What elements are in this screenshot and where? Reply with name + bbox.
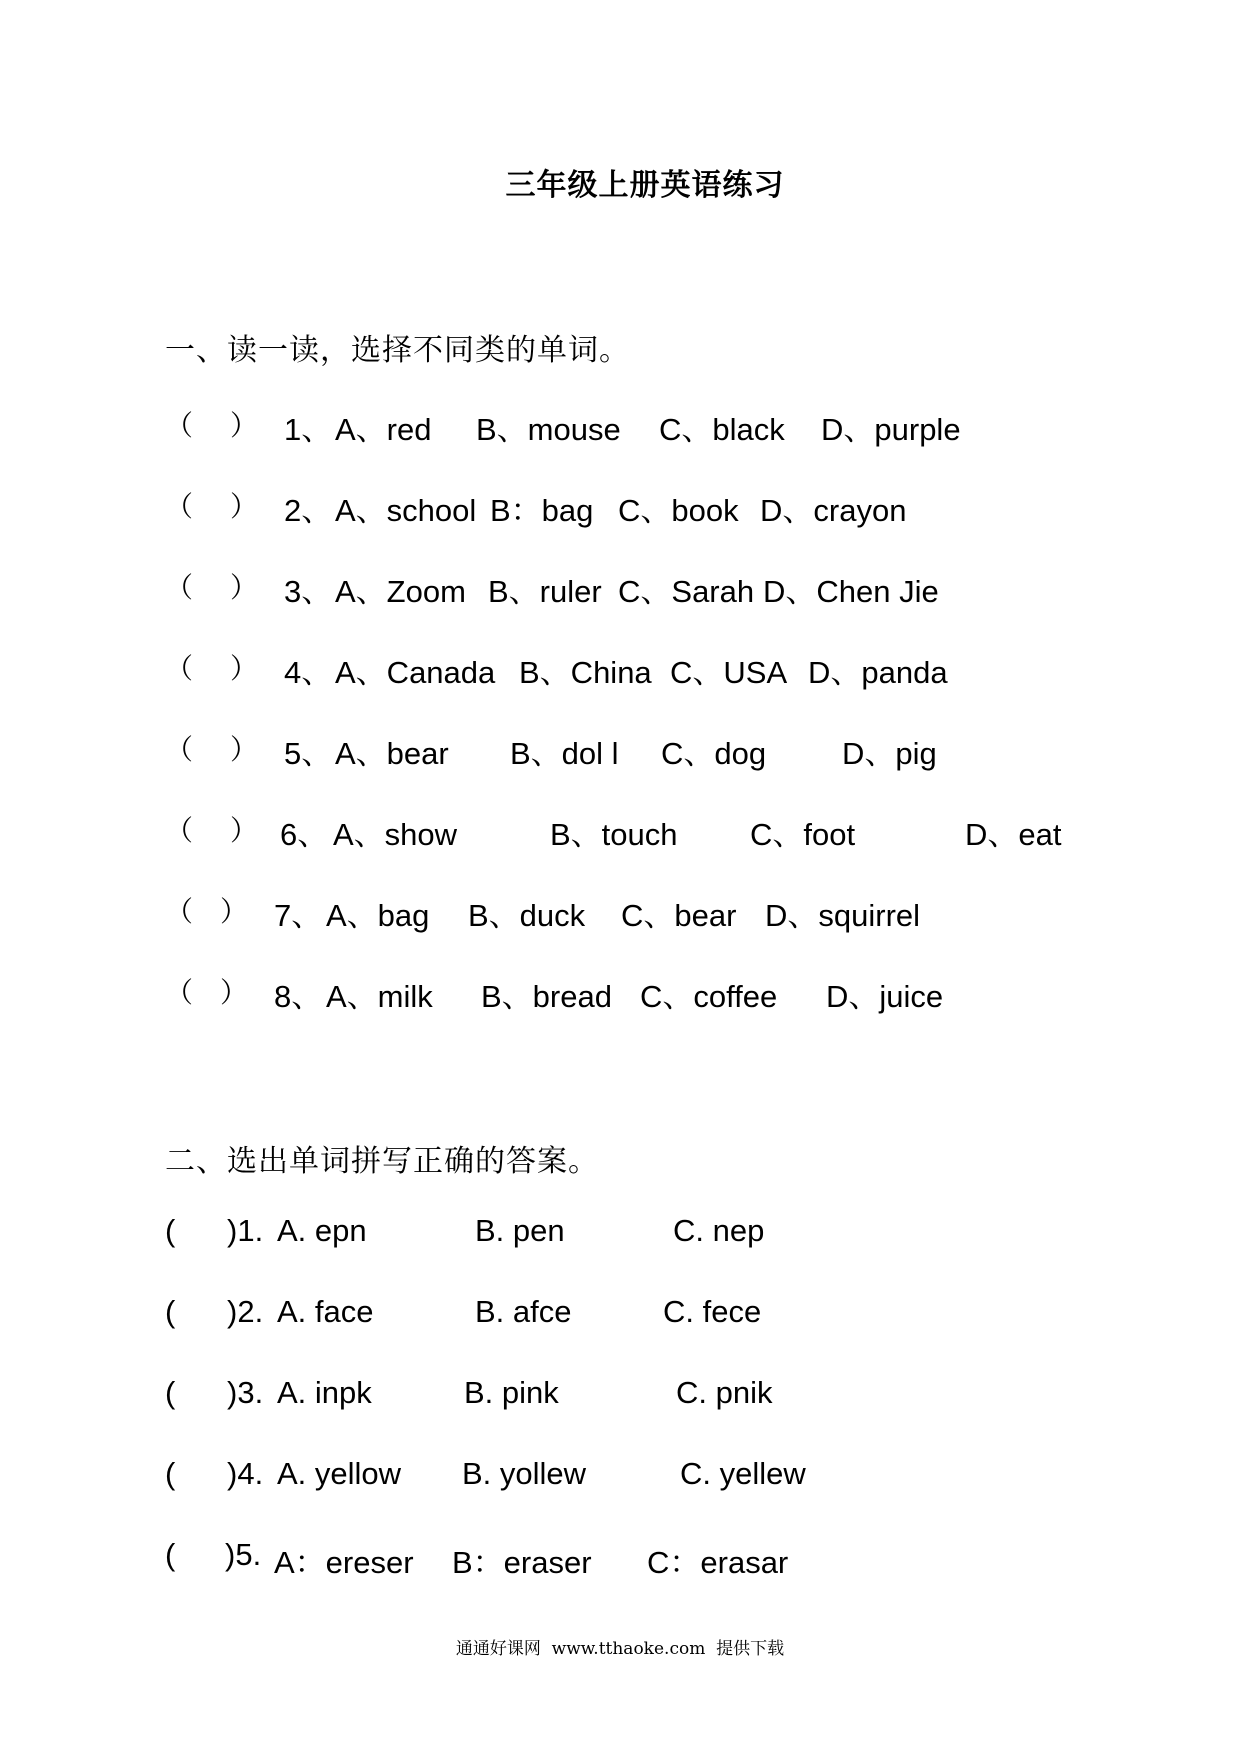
question-number: 3、 — [284, 574, 333, 609]
option-c: C、Sarah — [618, 574, 755, 609]
option-b: B. pen — [475, 1213, 565, 1248]
option-b: B、bread — [481, 979, 612, 1014]
answer-paren-open: ( — [165, 1537, 176, 1572]
option-d: D、squirrel — [765, 898, 921, 933]
option-a: A. epn — [277, 1213, 367, 1248]
section2-question-1 — [0, 1213, 1240, 1253]
page-footer — [0, 1634, 1240, 1659]
question-number: )1. — [227, 1213, 264, 1248]
section1-question-1 — [0, 404, 1240, 447]
section1-question-4 — [0, 647, 1240, 690]
option-d: D、panda — [808, 655, 948, 690]
footer-action: 提供下载 — [716, 1639, 785, 1659]
option-b: B、dol l — [510, 736, 619, 771]
option-b: B：eraser — [452, 1545, 592, 1580]
option-d: D、purple — [821, 412, 961, 447]
answer-bracket-close: ） — [230, 409, 259, 442]
question-number: 1、 — [284, 412, 333, 447]
answer-bracket-open: （ — [165, 895, 194, 928]
option-b: B. pink — [464, 1375, 559, 1410]
option-c: C. nep — [673, 1213, 765, 1248]
option-a: A、bag — [326, 898, 430, 933]
section1-question-3 — [0, 566, 1240, 609]
option-a: A、school — [335, 493, 477, 528]
question-number: )3. — [227, 1375, 264, 1410]
option-c: C、bear — [621, 898, 737, 933]
question-number: )5. — [225, 1537, 262, 1572]
option-b: B、China — [519, 655, 652, 690]
answer-bracket-open: （ — [165, 409, 194, 442]
option-a: A、Zoom — [335, 574, 466, 609]
option-b: B、duck — [468, 898, 586, 933]
option-b: B：bag — [490, 493, 594, 528]
option-a: A、Canada — [335, 655, 496, 690]
section1-heading: 一、读一读，选择不同类的单词。 — [165, 333, 630, 368]
option-a: A：ereser — [274, 1545, 414, 1580]
section1-question-8 — [0, 971, 1240, 1014]
question-number: 2、 — [284, 493, 333, 528]
page-title: 三年级上册英语练习 — [505, 168, 785, 203]
answer-bracket-close: ） — [220, 895, 249, 928]
option-c: C. fece — [663, 1294, 762, 1329]
section2-question-2 — [0, 1294, 1240, 1334]
option-b: B. afce — [475, 1294, 572, 1329]
section1-question-6 — [0, 809, 1240, 852]
option-c: C. pnik — [676, 1375, 773, 1410]
footer-site-name: 通通好课网 — [455, 1639, 541, 1659]
section1-question-5 — [0, 728, 1240, 771]
question-number: )4. — [227, 1456, 264, 1491]
option-d: D、pig — [842, 736, 937, 771]
option-a: A. face — [277, 1294, 374, 1329]
option-c: C、book — [618, 493, 739, 528]
question-number: 8、 — [274, 979, 323, 1014]
option-d: D、Chen Jie — [763, 574, 939, 609]
answer-bracket-open: （ — [165, 571, 194, 604]
question-number: )2. — [227, 1294, 264, 1329]
option-c: C、black — [659, 412, 785, 447]
option-c: C：erasar — [647, 1545, 789, 1580]
option-a: A、red — [335, 412, 432, 447]
option-b: B、touch — [550, 817, 678, 852]
option-c: C、USA — [670, 655, 788, 690]
answer-paren-open: ( — [165, 1456, 176, 1491]
footer-url: www.tthaoke.com — [551, 1639, 706, 1659]
option-b: B、mouse — [476, 412, 621, 447]
answer-bracket-open: （ — [165, 733, 194, 766]
option-d: D、juice — [826, 979, 944, 1014]
question-number: 4、 — [284, 655, 333, 690]
answer-bracket-close: ） — [230, 571, 259, 604]
option-a: A、milk — [326, 979, 433, 1014]
section2-question-5 — [0, 1537, 1240, 1580]
answer-bracket-close: ） — [230, 814, 259, 847]
answer-paren-open: ( — [165, 1213, 176, 1248]
option-a: A. inpk — [277, 1375, 372, 1410]
option-a: A. yellow — [277, 1456, 402, 1491]
option-c: C、dog — [661, 736, 767, 771]
answer-bracket-open: （ — [165, 490, 194, 523]
answer-bracket-open: （ — [165, 814, 194, 847]
question-number: 7、 — [274, 898, 323, 933]
option-a: A、show — [333, 817, 458, 852]
answer-bracket-close: ） — [230, 652, 259, 685]
option-b: B. yollew — [462, 1456, 587, 1491]
answer-bracket-open: （ — [165, 976, 194, 1009]
section1-question-2 — [0, 485, 1240, 528]
section2-question-3 — [0, 1375, 1240, 1415]
option-b: B、ruler — [488, 574, 602, 609]
option-d: D、eat — [965, 817, 1062, 852]
section2-heading: 二、选出单词拼写正确的答案。 — [165, 1144, 599, 1179]
answer-bracket-close: ） — [220, 976, 249, 1009]
option-c: C、coffee — [640, 979, 778, 1014]
answer-bracket-close: ） — [230, 490, 259, 523]
option-d: D、crayon — [760, 493, 907, 528]
option-c: C. yellew — [680, 1456, 806, 1491]
option-c: C、foot — [750, 817, 856, 852]
section2-question-4 — [0, 1456, 1240, 1496]
question-number: 6、 — [280, 817, 329, 852]
answer-paren-open: ( — [165, 1375, 176, 1410]
question-number: 5、 — [284, 736, 333, 771]
answer-paren-open: ( — [165, 1294, 176, 1329]
answer-bracket-open: （ — [165, 652, 194, 685]
answer-bracket-close: ） — [230, 733, 259, 766]
option-a: A、bear — [335, 736, 449, 771]
section1-question-7 — [0, 890, 1240, 933]
